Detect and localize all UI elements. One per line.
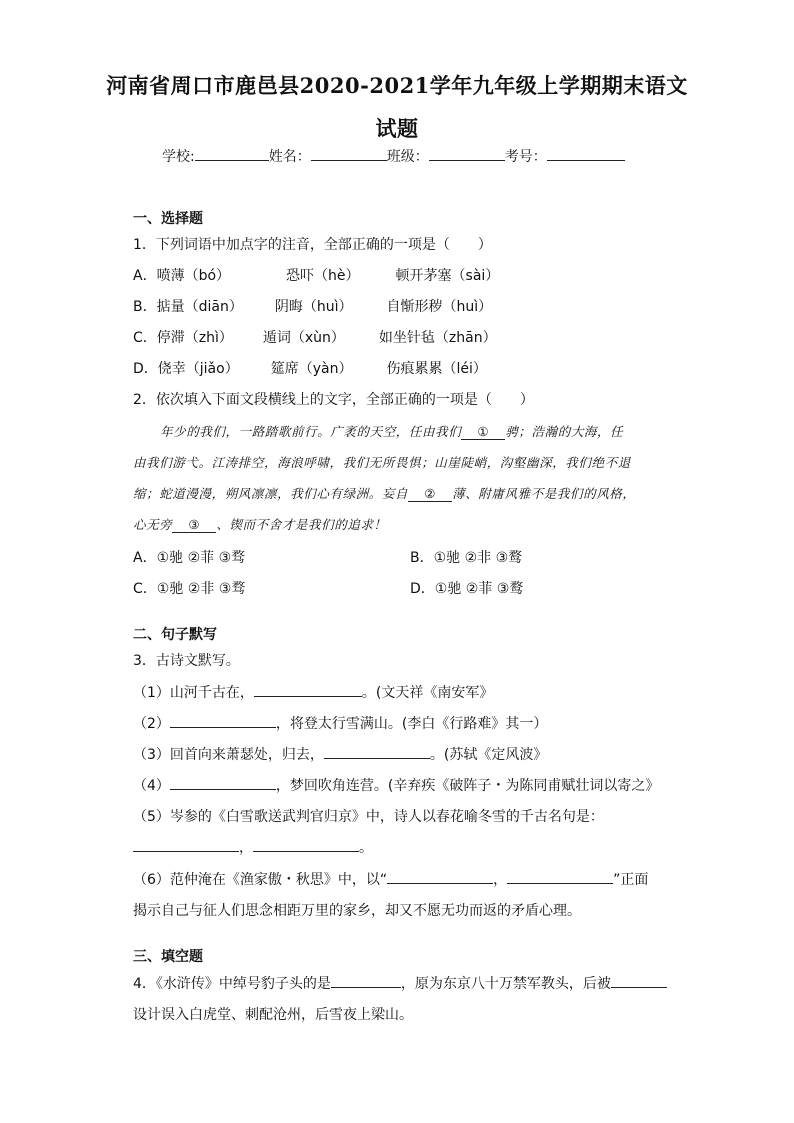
q2-option-a[interactable]: A．①驰 ②菲 ③骛: [133, 550, 246, 566]
q2-option-d[interactable]: D．①驰 ②菲 ③鹜: [410, 581, 524, 597]
q3-l2a: （2）: [133, 716, 170, 732]
q4-blank-2[interactable]: [611, 973, 667, 988]
q2-option-c[interactable]: C．①驰 ②非 ③骛: [133, 581, 246, 597]
q3-line2: [133, 713, 547, 733]
student-info-row: [162, 146, 625, 166]
q3-l7c: ”正面: [613, 872, 649, 888]
q1-d-1: D．侥幸（jiǎo）: [133, 361, 239, 377]
q1-c-3: 如坐针毡（zhān）: [378, 330, 497, 346]
q3-blank-7[interactable]: [387, 869, 493, 884]
q3-blank-6[interactable]: [253, 837, 359, 852]
q2-p1a: 年少的我们，一路踏歌前行。广袤的天空，任由我们: [160, 424, 462, 439]
q3-line7: [133, 869, 648, 889]
q3-blank-1[interactable]: [254, 682, 362, 697]
q2-passage-line1: [160, 422, 623, 440]
q2-p4b: 、锲而不舍才是我们的追求！: [216, 517, 387, 532]
q4-blank-1[interactable]: [331, 973, 401, 988]
school-label: 学校:: [162, 149, 195, 165]
q3-l3a: （3）回首向来萧瑟处，归去，: [133, 747, 324, 763]
q2-blank-1: ①: [461, 424, 505, 440]
q2-p3a: 缩；蛇道漫漫，朔风凛凛，我们心有绿洲。妄自: [133, 486, 409, 501]
q3-l7b: ，: [493, 872, 508, 888]
q1-d-3: 伤痕累累（léi）: [386, 361, 487, 377]
q1-option-c[interactable]: [133, 327, 497, 347]
q3-blank-5[interactable]: [133, 837, 239, 852]
q4-line1: [133, 973, 667, 993]
q2-blank-2: ②: [408, 486, 452, 502]
q1-b-2: 阴晦（huì）: [274, 299, 353, 315]
q3-blank-4[interactable]: [170, 775, 276, 790]
exam-number-blank[interactable]: [547, 146, 625, 161]
q1-c-2: 遁词（xùn）: [262, 330, 345, 346]
q3-l2b: ，将登太行雪满山。(李白《行路难》其一）: [275, 716, 548, 732]
q3-l7a: （6）范仲淹在《渔家傲・秋思》中，以“: [133, 872, 388, 888]
exam-title-line2: 试题: [375, 116, 419, 141]
q2-blank-3: ③: [172, 517, 216, 533]
q3-l6b: 。: [359, 840, 373, 856]
q2-stem: 2．依次填入下面文段横线上的文字，全部正确的一项是（ ）: [133, 392, 534, 408]
q3-l1a: （1）山河千古在，: [133, 685, 254, 701]
q2-option-b[interactable]: B．①驰 ②非 ③鹜: [410, 550, 523, 566]
q1-a-3: 顿开茅塞（sài）: [395, 268, 500, 284]
q3-line1: [133, 682, 493, 702]
q1-c-1: C．停滞（zhì）: [133, 330, 233, 346]
q1-stem: 1．下列词语中加点字的注音，全部正确的一项是（ ）: [133, 237, 492, 253]
q3-blank-2[interactable]: [170, 713, 276, 728]
class-blank[interactable]: [429, 146, 505, 161]
q1-a-2: 恐吓（hè）: [286, 268, 360, 284]
q3-line6: [133, 837, 373, 857]
q3-blank-8[interactable]: [507, 869, 613, 884]
q1-a-1: A．喷薄（bó）: [133, 268, 231, 284]
q1-option-a[interactable]: [133, 265, 499, 285]
section-choice-heading: 一、选择题: [133, 211, 203, 227]
q2-passage-line2: 由我们游弋。江涛排空，海浪呼啸，我们无所畏惧；山崖陡峭，沟壑幽深，我们绝不退: [133, 455, 631, 470]
q1-b-3: 自惭形秽（huì）: [386, 299, 493, 315]
name-label: 姓名：: [268, 149, 311, 165]
q3-l4a: （4）: [133, 778, 170, 794]
q3-l6a: ，: [239, 840, 253, 856]
section-fill-heading: 三、填空题: [133, 949, 203, 965]
q3-l4b: ，梦回吹角连营。(辛弃疾《破阵子・为陈同甫赋壮词以寄之》: [275, 778, 660, 794]
class-label: 班级：: [386, 149, 429, 165]
q3-stem: 3．古诗文默写。: [133, 653, 240, 669]
school-blank[interactable]: [195, 146, 269, 161]
q4-l1a: 4．《水浒传》中绰号豹子头的是: [133, 976, 331, 992]
q3-l1b: 。(文天祥《南安军》: [361, 685, 494, 701]
q1-option-d[interactable]: [133, 358, 487, 378]
q1-d-2: 筵席（yàn）: [270, 361, 353, 377]
q2-passage-line4: [133, 515, 387, 533]
exam-title-line1: 河南省周口市鹿邑县2020-2021学年九年级上学期期末语文: [106, 73, 688, 98]
name-blank[interactable]: [311, 146, 387, 161]
q3-line8: 揭示自己与征人们思念相距万里的家乡，却又不愿无功而返的矛盾心理。: [133, 903, 581, 919]
q2-passage-line3: [133, 484, 636, 502]
exam-number-label: 考号：: [504, 149, 547, 165]
q4-line2: 设计误入白虎堂、刺配沧州，后雪夜上梁山。: [133, 1007, 413, 1023]
q3-line5: （5）岑参的《白雪歌送武判官归京》中，诗人以春花喻冬雪的千古名句是：: [133, 809, 604, 825]
q3-blank-3[interactable]: [324, 744, 430, 759]
q3-l3b: 。(苏轼《定风波》: [429, 747, 548, 763]
q2-p4a: 心无旁: [133, 517, 173, 532]
q4-l1b: ，原为东京八十万禁军教头，后被: [400, 976, 611, 992]
q2-p3b: 薄、附庸风雅不是我们的风格，: [452, 486, 636, 501]
section-dictation-heading: 二、句子默写: [133, 627, 217, 643]
q3-line4: [133, 775, 659, 795]
q2-p1b: 骋；浩瀚的大海，任: [505, 424, 624, 439]
q1-option-b[interactable]: [133, 296, 492, 316]
q1-b-1: B．掂量（diān）: [133, 299, 243, 315]
q3-line3: [133, 744, 547, 764]
